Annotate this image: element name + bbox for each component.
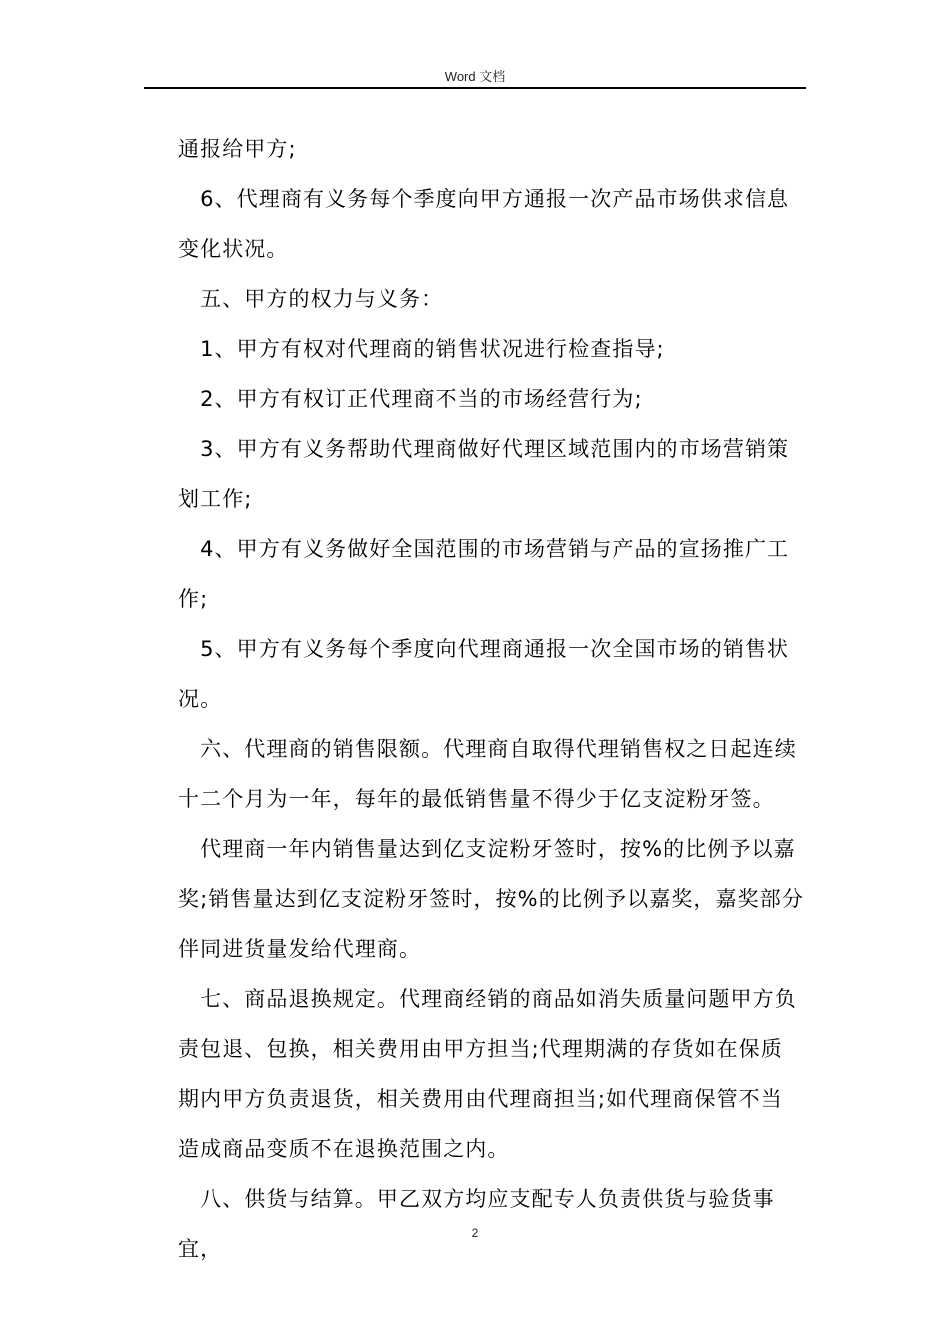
text-line: 6、代理商有义务每个季度向甲方通报一次产品市场供求信息 [178,187,790,211]
text-line: 造成商品变质不在退换范围之内。 [178,1137,510,1161]
page-number: 2 [471,1226,479,1240]
text-line: 1、甲方有权对代理商的销售状况进行检查指导; [178,337,665,361]
text-line: 划工作; [178,487,253,511]
text-line: 代理商一年内销售量达到亿支淀粉牙签时，按%的比例予以嘉 [178,837,796,861]
header-divider [144,87,806,89]
text-line: 2、甲方有权订正代理商不当的市场经营行为; [178,387,643,411]
text-line: 变化状况。 [178,237,289,261]
text-line: 奖;销售量达到亿支淀粉牙签时，按%的比例予以嘉奖，嘉奖部分 [178,887,804,911]
text-line: 伴同进货量发给代理商。 [178,937,422,961]
text-line: 五、甲方的权力与义务： [178,287,444,311]
text-line: 八、供货与结算。甲乙双方均应支配专人负责供货与验货事宜， [178,1187,775,1261]
text-line: 六、代理商的销售限额。代理商自取得代理销售权之日起连续 [178,737,797,761]
document-body [178,124,806,1274]
text-line: 期内甲方负责退货，相关费用由代理商担当;如代理商保管不当 [178,1087,783,1111]
text-line: 3、甲方有义务帮助代理商做好代理区域范围内的市场营销策 [178,437,790,461]
text-line: 通报给甲方; [178,137,297,161]
text-line: 七、商品退换规定。代理商经销的商品如消失质量问题甲方负 [178,987,797,1011]
text-line: 5、甲方有义务每个季度向代理商通报一次全国市场的销售状 [178,637,790,661]
text-line: 4、甲方有义务做好全国范围的市场营销与产品的宣扬推广工 [178,537,790,561]
page-header-title: Word 文档 [444,69,506,84]
text-line: 况。 [178,687,223,711]
text-line: 作; [178,587,209,611]
text-line: 责包退、包换，相关费用由甲方担当;代理期满的存货如在保质 [178,1037,783,1061]
text-line: 十二个月为一年，每年的最低销售量不得少于亿支淀粉牙签。 [178,787,775,811]
